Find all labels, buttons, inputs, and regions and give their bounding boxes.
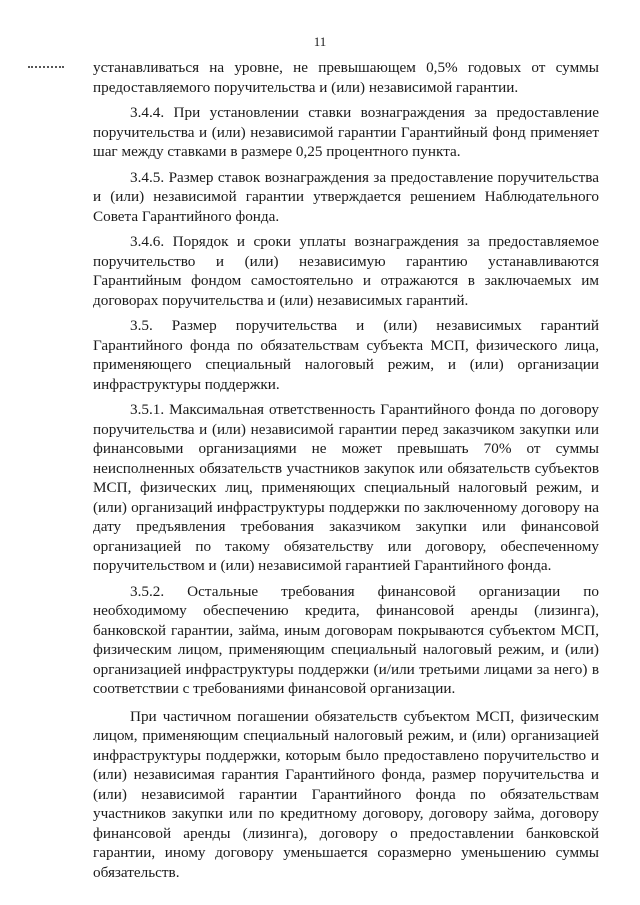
- paragraph-3-5: 3.5. Размер поручительства и (или) независимых гарантий Гарантийного фонда по обязательствам субъекта МСП, физического лица, применяющего специальный налоговый режим, и (или) организации инфраструктуры поддержки.: [93, 317, 599, 393]
- paragraph-3-4-5: 3.4.5. Размер ставок вознаграждения за предоставление поручительства и (или) независимой гарантии утверждается решением Наблюдательного Совета Гарантийного фонда.: [93, 168, 599, 225]
- paragraph-3-5-2: 3.5.2. Остальные требования финансовой организации по необходимому обеспечению кредита, финансовой аренды (лизинга), банковской гарантии, займа, иным договорам покрываются субъектом МСП, физическим лицом, применяющим специальный налоговый режим, и (или) организацией инфраструктуры поддержки (и/или третьими лицами за него) в соответствии с требованиями финансовой организации.: [93, 582, 599, 697]
- margin-mark: [28, 66, 64, 72]
- document-body: [93, 58, 599, 888]
- paragraph-3-5-1: 3.5.1. Максимальная ответственность Гарантийного фонда по договору поручительства и (или) независимой гарантии перед заказчиком закупки или финансовыми организациями не может превышать 70% от суммы неисполненных обязательств участников закупок или обязательств субъектов МСП, физических лиц, применяющих специальный налоговый режим, и (или) организаций инфраструктуры поддержки по заключенному договору на дату предъявления требования заказчиком закупки или финансовой организацией по такому обязательству или договору, обеспеченному поручительством и (или) независимой гарантией Гарантийного фонда.: [93, 401, 599, 574]
- page-number: 11: [313, 34, 327, 49]
- paragraph-continuation: устанавливаться на уровне, не превышающем 0,5% годовых от суммы предоставляемого поручительства и (или) независимой гарантии.: [93, 59, 599, 96]
- paragraph-3-4-6: 3.4.6. Порядок и сроки уплаты вознаграждения за предоставляемое поручительство и (или) независимую гарантию устанавливаются Гарантийным фондом самостоятельно и отражаются в заключаемых им договорах поручительства и (или) независимых гарантий.: [93, 233, 599, 309]
- paragraph-3-4-4: 3.4.4. При установлении ставки вознаграждения за предоставление поручительства и (или) независимой гарантии Гарантийный фонд применяет шаг между ставками в размере 0,25 процентного пункта.: [93, 104, 599, 160]
- paragraph-partial-repayment: При частичном погашении обязательств субъектом МСП, физическим лицом, применяющим специальный налоговый режим, и (или) организацией инфраструктуры поддержки, которым было предоставлено поручительство и (или) независимая гарантия Гарантийного фонда, размер поручительства и (или) независимой гарантии Гарантийного фонда по обязательствам участников закупки или по кредитному договору, договору займа, договору финансовой аренды (лизинга), договору о предоставлении банковской гарантии, иному договору уменьшается соразмерно уменьшению суммы обязательств.: [93, 707, 599, 881]
